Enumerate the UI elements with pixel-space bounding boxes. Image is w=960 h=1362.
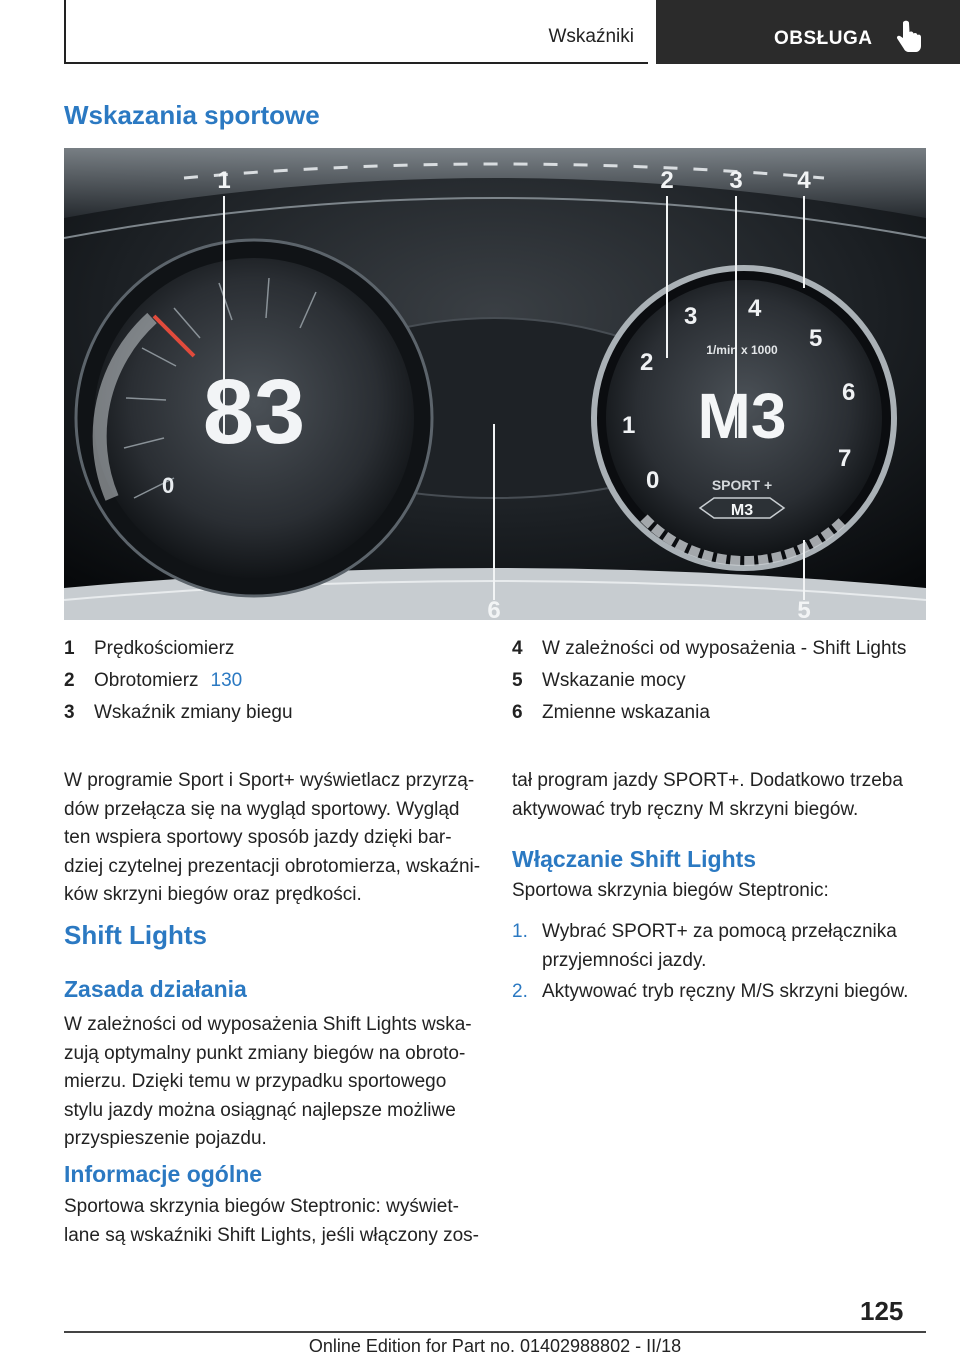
chapter-tab[interactable] — [656, 0, 960, 64]
speed-value: 83 — [202, 361, 306, 463]
heading-general-info: Informacje ogólne — [64, 1161, 263, 1187]
page-title: Wskazania sportowe — [64, 100, 320, 130]
callout-1: 1 — [217, 167, 231, 194]
heading-enable-shift-lights: Włączanie Shift Lights — [512, 846, 757, 872]
tachometer — [594, 268, 894, 568]
rpm-tick-0: 0 — [646, 467, 660, 494]
rpm-tick-5: 5 — [809, 325, 823, 352]
callout-3: 3 — [729, 167, 743, 194]
legend-item: 6 Zmienne wskazania — [512, 702, 710, 723]
edition-footer: Online Edition for Part no. 01402988802 - II/18 — [308, 1336, 682, 1356]
callout-2: 2 — [660, 167, 674, 194]
steps-list: 1. Wybrać SPORT+ za pomocą przełącznika przyjemności jazdy. 2. Aktywować tryb ręczny M/S skrzyni biegów. — [512, 921, 909, 1002]
callout-4: 4 — [797, 167, 811, 194]
heading-shift-lights: Shift Lights — [64, 920, 207, 950]
legend-item: 5 Wskazanie mocy — [512, 670, 686, 691]
drive-mode-label: SPORT + — [711, 477, 773, 493]
section-title: Wskaźniki — [548, 26, 634, 47]
rpm-tick-1: 1 — [622, 412, 636, 439]
header-rule-bottom — [64, 62, 648, 64]
rpm-unit-label: 1/min x 1000 — [706, 343, 778, 357]
legend-item: 1 Prędkościomierz — [64, 638, 235, 659]
continuation-paragraph: tał program jazdy SPORT+. Dodatkowo trzeba aktywować tryb ręczny M skrzyni biegów. — [512, 770, 903, 820]
legend-item: 3 Wskaźnik zmiany biegu — [64, 702, 293, 723]
principle-paragraph: W zależności od wyposażenia Shift Lights wska‐ zują optymalny punkt zmiany biegów na obroto‐ mierzu. Dzięki temu w przypadku sportowego stylu jazdy można osiągnąć najlepsze możliwe przyspieszenie pojazdu. — [64, 1014, 472, 1149]
callout-6: 6 — [487, 597, 501, 620]
enable-intro: Sportowa skrzynia biegów Steptronic: — [512, 880, 829, 901]
speed-zero-label: 0 — [162, 473, 175, 498]
gear-indicator: M3 — [697, 380, 787, 452]
speedometer — [76, 240, 432, 596]
header-rule-left — [64, 0, 66, 64]
rpm-tick-4: 4 — [748, 295, 762, 322]
rpm-tick-6: 6 — [842, 379, 856, 406]
rpm-tick-2: 2 — [640, 349, 654, 376]
heading-principle: Zasada działania — [64, 976, 247, 1002]
legend-item: 4 W zależności od wyposażenia - Shift Lights — [512, 638, 907, 659]
chapter-tab-label: OBSŁUGA — [774, 28, 873, 49]
drive-mode-gear: M3 — [730, 502, 754, 519]
rpm-tick-7: 7 — [838, 445, 852, 472]
rpm-tick-3: 3 — [684, 303, 698, 330]
intro-paragraph: W programie Sport i Sport+ wyświetlacz przyrzą‐ dów przełącza się na wygląd sportowy. Wygląd ten wspiera sportowy sposób jazdy dzięki bar‐ dziej czytelnej prezentacji obrotomierza, wskaźni‐ ków skrzyni biegów oraz prędkości. — [64, 770, 481, 905]
legend-item: 2 Obrotomierz 130 — [64, 670, 243, 691]
page-number: 125 — [860, 1296, 904, 1326]
page-reference-link[interactable]: 130 — [210, 670, 243, 691]
instrument-cluster-image — [64, 148, 926, 620]
general-paragraph: Sportowa skrzynia biegów Steptronic: wyświet‐ lane są wskaźniki Shift Lights, jeśli włączony zos‐ — [64, 1196, 480, 1246]
hand-pointer-icon — [894, 20, 924, 54]
callout-5: 5 — [797, 597, 811, 620]
footer-rule — [64, 1331, 926, 1333]
